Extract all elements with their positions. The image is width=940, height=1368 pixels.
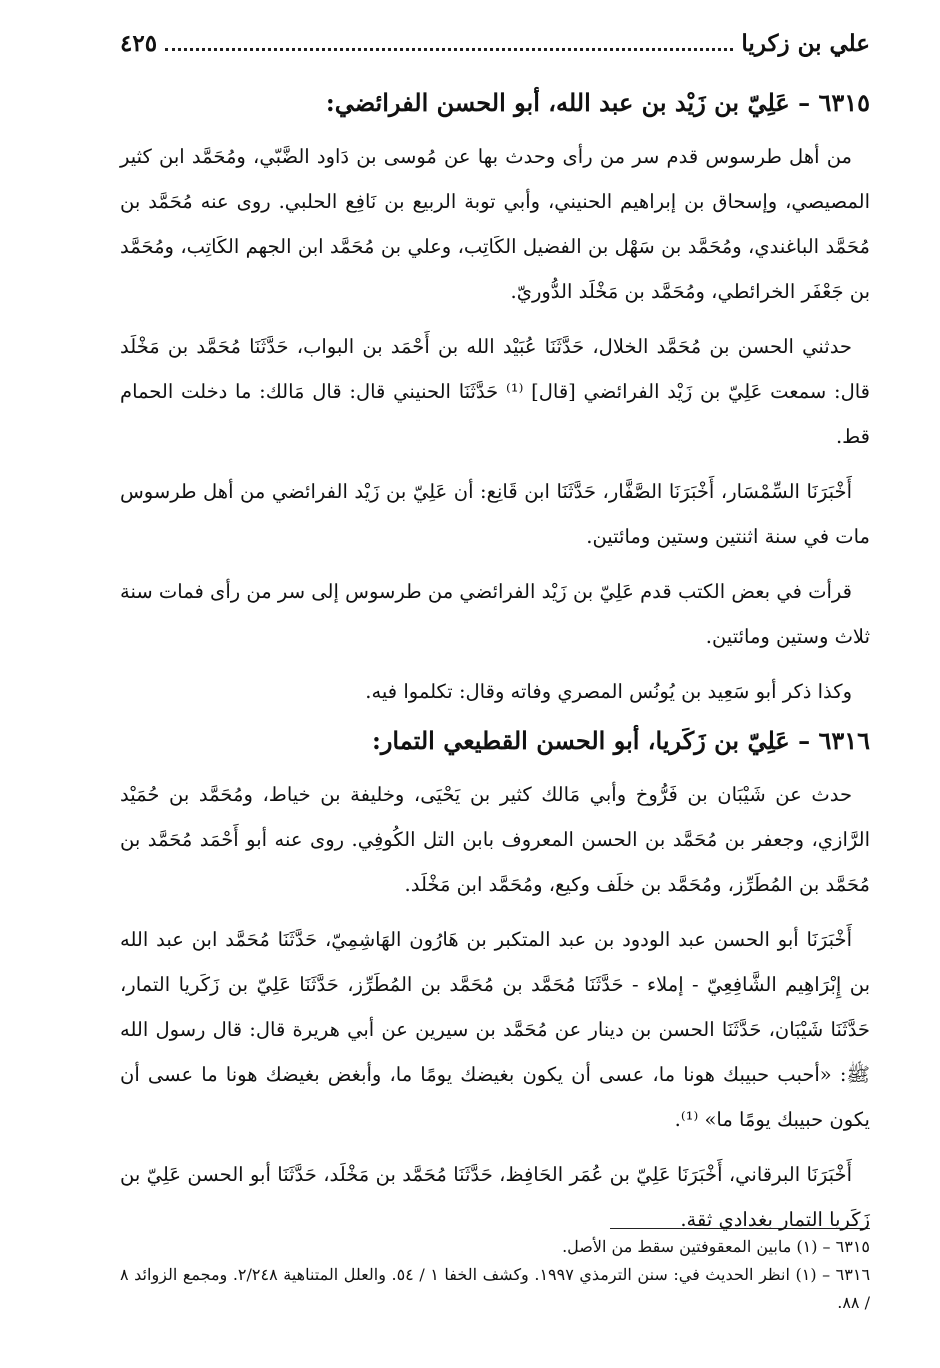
footnotes [120,1228,870,1317]
running-title: علي بن زكريا [741,30,870,57]
entry-paragraph: وكذا ذكر أبو سَعِيد بن يُونُس المصري وفاته وقال: تكلموا فيه. [365,680,852,703]
entry-paragraph: أَخْبَرَنَا البرقاني، أَخْبَرَنَا عَلِيّ بن عُمَر الحَافِظ، حَدَّثَنَا مُحَمَّد بن مَخْلَد، حَدَّثَنَا أبو الحسن عَلِيّ بن زَكَريا التمار بغدادي ثقة. [120,1163,870,1231]
page-header [120,30,870,78]
footnote-divider [610,1228,870,1229]
entry-paragraph: حدثني الحسن بن مُحَمَّد الخلال، حَدَّثَنَا عُبَيْد الله بن أَحْمَد بن البواب، حَدَّثَنَا مُحَمَّد بن مَخْلَد قال: سمعت عَلِيّ بن زَيْد الفرائضي [قال] ⁽¹⁾ حَدَّثَنَا الحنيني قال: قال مَالك: ما دخلت الحمام قط. [120,335,870,448]
book-page [120,30,870,1252]
dotted-leader [165,47,733,51]
page-number: ٤٢٥ [120,30,158,57]
entry-paragraph: حدث عن شَيْبَان بن فَرُّوخ وأبي مَالك كثير بن يَحْيَى، وخليفة بن خياط، ومُحَمَّد بن حُمَيْد الرَّازي، وجعفر بن مُحَمَّد بن الحسن المعروف بابن التل الكُوفِي. روى عنه أبو أَحْمَد مُحَمَّد بن مُحَمَّد بن المُطَرِّز، ومُحَمَّد بن خلَف وكيع، ومُحَمَّد ابن مَخْلَد. [120,783,870,896]
entry-paragraph: قرأت في بعض الكتب قدم عَلِيّ بن زَيْد الفرائضي من طرسوس إلى سر من رأى فمات سنة ثلاث وستين ومائتين. [120,580,870,648]
entry-6315 [120,86,870,714]
footnote: ٦٣١٥ – (١) مابين المعقوفتين سقط من الأصل. [562,1237,870,1256]
entry-paragraph: أَخْبَرَنَا السِّمْسَار، أَخْبَرَنَا الصَّفَّار، حَدَّثَنَا ابن قَانِع: أن عَلِيّ بن زَيْد الفرائضي من أهل طرسوس مات في سنة اثنتين وستين ومائتين. [120,480,870,548]
entry-title: ٦٣١٦ – عَلِيّ بن زَكَريا، أبو الحسن القطيعي التمار: [371,726,870,755]
entry-paragraph: أَخْبَرَنَا أبو الحسن عبد الودود بن عبد المتكبر بن هَارُون الهَاشِمِيّ، حَدَّثَنَا مُحَمَّد ابن عبد الله بن إِبْرَاهِيم الشَّافِعِيّ - إملاء - حَدَّثَنَا مُحَمَّد بن مُحَمَّد بن المُطَرِّز، حَدَّثَنَا عَلِيّ بن زَكَريا التمار، حَدَّثَنَا شَيْبَان، حَدَّثَنَا الحسن بن دينار عن مُحَمَّد بن سيرين عن أبي هريرة قال: قال رسول الله ﷺ: «أحبب حبيبك هونا ما، عسى أن يكون بغيضك يومًا ما، وأبغض بغيضك هونا ما عسى أن يكون حبيبك يومًا ما» ⁽¹⁾. [120,928,870,1131]
entry-title: ٦٣١٥ – عَلِيّ بن زَيْد بن عبد الله، أبو الحسن الفرائضي: [325,88,870,117]
footnote: ٦٣١٦ – (١) انظر الحديث في: سنن الترمذي ١٩٩٧. وكشف الخفا ١ / ٥٤. والعلل المتناهية ٢/٢٤٨. ومجمع الزوائد ٨ / ٨٨. [120,1265,871,1312]
entry-paragraph: من أهل طرسوس قدم سر من رأى وحدث بها عن مُوسى بن دَاود الضَّبّي، ومُحَمَّد ابن كثير المصيصي، وإسحاق بن إبراهيم الحنيني، وأبي توبة الربيع بن نَافِع الحلبي. روى عنه مُحَمَّد بن مُحَمَّد الباغندي، ومُحَمَّد بن سَهْل بن الفضيل الكَاتِب، وعلي بن مُحَمَّد ابن الجهم الكَاتِب، ومُحَمَّد بن جَعْفَر الخرائطي، ومُحَمَّد بن مَخْلَد الدُّوريّ. [120,145,870,303]
entry-6316 [120,724,870,1242]
